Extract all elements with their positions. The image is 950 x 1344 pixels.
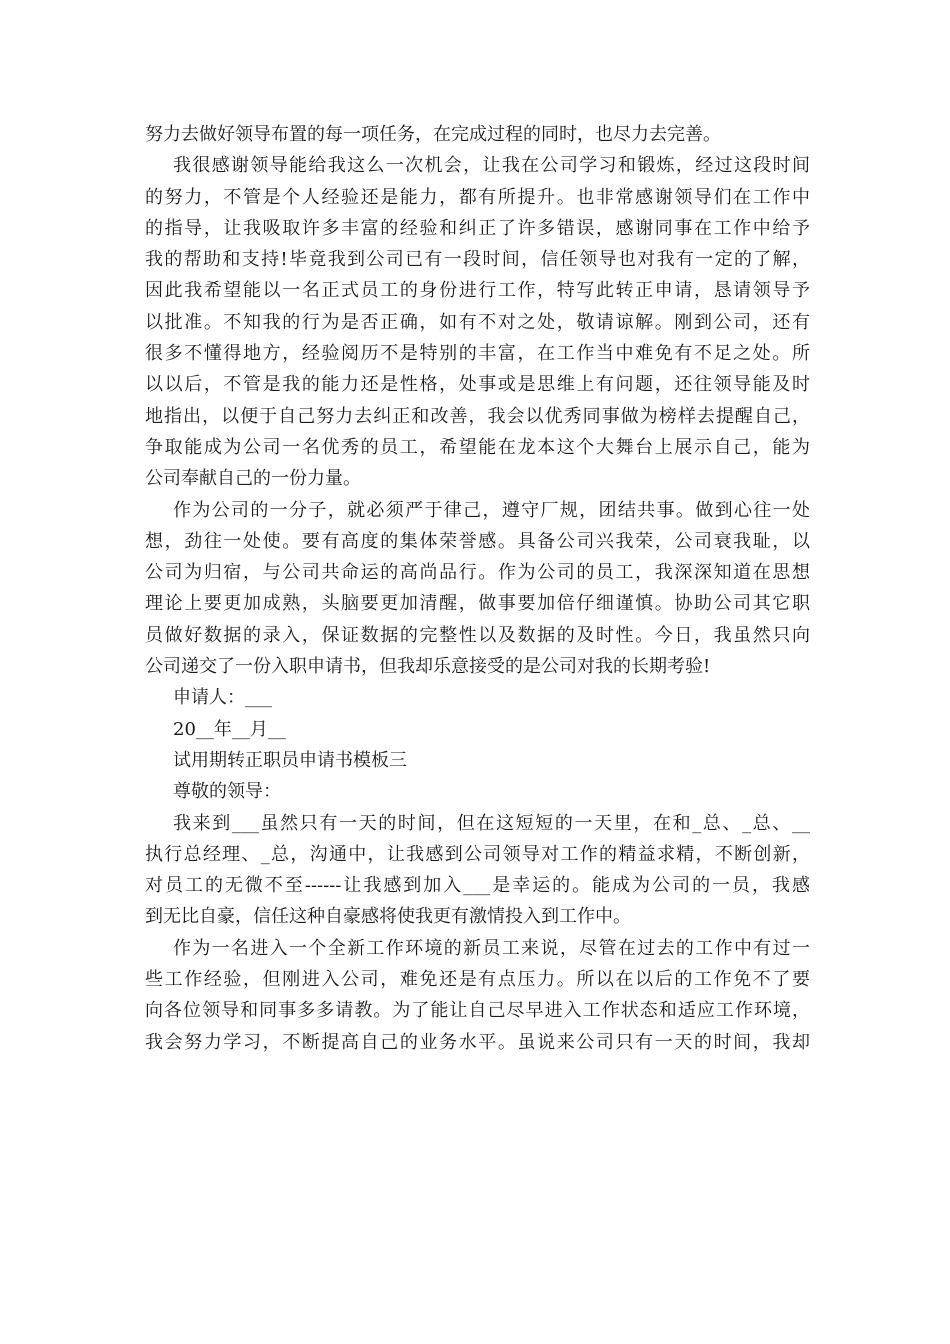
text-line: 20__年__月__	[173, 718, 286, 740]
text-line: 公司为归宿，与公司共命运的高尚品行。作为公司的员工，我深深知道在思想	[145, 562, 810, 584]
text-line: 向各位领导和同事多多请教。为了能让自己尽早进入工作状态和适应工作环境，	[145, 1000, 810, 1022]
text-line: 地指出，以便于自己努力去纠正和改善，我会以优秀同事做为榜样去提醒自己，	[145, 405, 810, 427]
text-line: 我的帮助和支持!毕竟我到公司已有一段时间，信任领导也对我有一定的了解，	[145, 249, 810, 271]
document-body	[145, 119, 810, 1058]
text-line: 对员工的无微不至------让我感到加入___是幸运的。能成为公司的一员，我感	[145, 875, 810, 897]
text-line: 员做好数据的录入，保证数据的完整性以及数据的及时性。今日，我虽然只向	[145, 624, 810, 646]
text-line: 我很感谢领导能给我这么一次机会，让我在公司学习和锻炼，经过这段时间	[173, 155, 810, 177]
text-line: 以批准。不知我的行为是否正确，如有不对之处，敬请谅解。刚到公司，还有	[145, 311, 810, 333]
text-line: 作为公司的一分子，就必须严于律己，遵守厂规，团结共事。做到心往一处	[173, 499, 810, 521]
text-line: 到无比自豪，信任这种自豪感将使我更有激情投入到工作中。	[145, 906, 631, 928]
text-line: 公司奉献自己的一份力量。	[145, 468, 361, 490]
text-line: 的指导，让我吸取许多丰富的经验和纠正了许多错误，感谢同事在工作中给予	[145, 217, 810, 239]
text-line: 很多不懂得地方，经验阅历不是特别的丰富，在工作当中难免有不足之处。所	[145, 343, 810, 365]
text-line: 的努力，不管是个人经验还是能力，都有所提升。也非常感谢领导们在工作中	[145, 186, 810, 208]
text-line: 执行总经理、_总，沟通中，让我感到公司领导对工作的精益求精，不断创新，	[145, 843, 810, 865]
text-line: 我会努力学习，不断提高自己的业务水平。虽说来公司只有一天的时间，我却	[145, 1031, 810, 1053]
text-line: 以以后，不管是我的能力还是性格，处事或是思维上有问题，还往领导能及时	[145, 374, 810, 396]
text-line: 努力去做好领导布置的每一项任务，在完成过程的同时，也尽力去完善。	[145, 124, 721, 145]
text-line: 我来到___虽然只有一天的时间，但在这短短的一天里，在和_总、_总、__	[173, 812, 810, 834]
text-line: 争取能成为公司一名优秀的员工，希望能在龙本这个大舞台上展示自己，能为	[145, 436, 810, 458]
text-line: 试用期转正职员申请书模板三	[173, 749, 407, 771]
text-line: 尊敬的领导：	[173, 781, 281, 803]
text-line: 作为一名进入一个全新工作环境的新员工来说，尽管在过去的工作中有过一	[173, 937, 810, 959]
text-line: 理论上要更加成熟，头脑要更加清醒，做事要加倍仔细谨慎。协助公司其它职	[145, 593, 810, 615]
text-line: 公司递交了一份入职申请书，但我却乐意接受的是公司对我的长期考验!	[145, 656, 711, 678]
text-line: 想，劲往一处使。要有高度的集体荣誉感。具备公司兴我荣，公司衰我耻，以	[145, 530, 810, 552]
text-line: 些工作经验，但刚进入公司，难免还是有点压力。所以在以后的工作免不了要	[145, 969, 810, 991]
text-line: 申请人：___	[173, 687, 272, 709]
text-line: 因此我希望能以一名正式员工的身份进行工作，特写此转正申请，恳请领导予	[145, 280, 810, 302]
